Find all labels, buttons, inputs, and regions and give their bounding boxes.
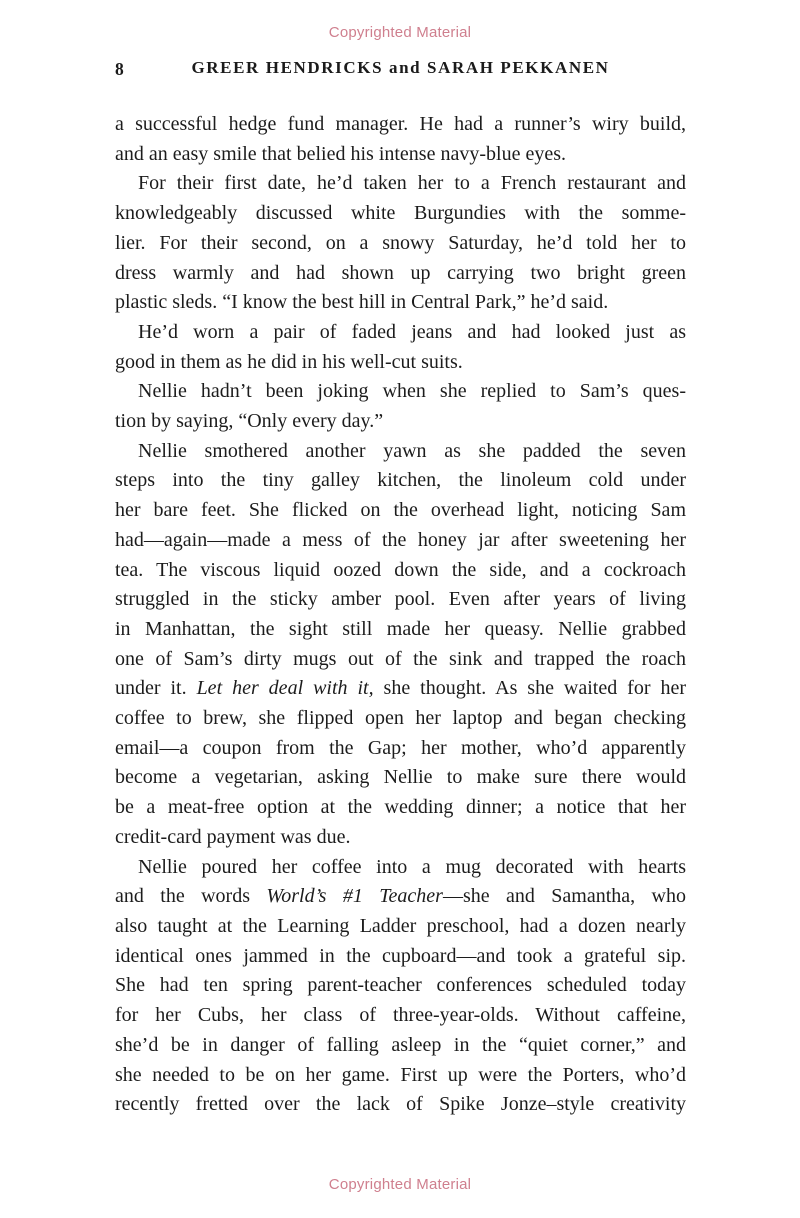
italic-text: Let her deal with it,	[196, 677, 374, 700]
body-line	[115, 259, 686, 289]
text-segment: She had ten spring parent-teacher conferences scheduled today	[115, 974, 686, 997]
body-line	[115, 348, 686, 378]
body-line	[115, 853, 686, 883]
watermark-top: Copyrighted Material	[328, 24, 472, 41]
body-line	[115, 734, 686, 764]
text-segment: good in them as he did in his well-cut suits.	[115, 350, 463, 373]
text-segment: struggled in the sticky amber pool. Even after years of living	[115, 588, 686, 611]
italic-text: World’s #1 Teacher	[266, 885, 443, 908]
body-line	[115, 229, 686, 259]
text-segment: she thought. As she waited for her	[373, 677, 686, 700]
body-line	[115, 882, 686, 912]
body-line	[115, 793, 686, 823]
text-segment: had—again—made a mess of the honey jar after sweetening her	[115, 528, 686, 551]
text-segment: coffee to brew, she flipped open her laptop and began checking	[115, 707, 686, 730]
text-segment: and the words	[115, 885, 267, 908]
text-segment: dress warmly and had shown up carrying two bright green	[115, 261, 686, 284]
text-segment: in Manhattan, the sight still made her queasy. Nellie grabbed	[115, 617, 686, 640]
body-line	[115, 1031, 686, 1061]
body-line	[115, 466, 686, 496]
text-segment: steps into the tiny galley kitchen, the linoleum cold under	[115, 469, 686, 492]
body-line	[115, 407, 686, 437]
body-line	[115, 645, 686, 675]
text-segment: tea. The viscous liquid oozed down the side, and a cockroach	[115, 558, 686, 581]
body-line	[115, 1061, 686, 1091]
body-line	[115, 556, 686, 586]
text-segment: she needed to be on her game. First up were the Porters, who’d	[115, 1063, 686, 1086]
body-line	[115, 140, 686, 170]
text-segment: tion by saying, “Only every day.”	[115, 410, 384, 433]
text-segment: identical ones jammed in the cupboard—and took a grateful sip.	[115, 944, 686, 967]
body-line	[115, 763, 686, 793]
text-segment: email—a coupon from the Gap; her mother, who’d apparently	[115, 736, 686, 759]
text-segment: knowledgeably discussed white Burgundies with the somme-	[115, 202, 686, 225]
text-segment: her bare feet. She flicked on the overhead light, noticing Sam	[115, 499, 686, 522]
body-line	[115, 942, 686, 972]
text-segment: recently fretted over the lack of Spike Jonze–style creativity	[115, 1093, 686, 1116]
body-text	[115, 110, 686, 1120]
body-line	[115, 110, 686, 140]
text-segment: plastic sleds. “I know the best hill in Central Park,” he’d said.	[115, 291, 609, 314]
body-line	[115, 615, 686, 645]
body-line	[115, 1001, 686, 1031]
running-title: GREER HENDRICKS and SARAH PEKKANEN	[191, 58, 610, 77]
text-segment: and an easy smile that belied his intense navy-blue eyes.	[115, 142, 566, 165]
watermark-bottom: Copyrighted Material	[328, 1176, 472, 1193]
text-segment: she’d be in danger of falling asleep in the “quiet corner,” and	[115, 1033, 686, 1056]
body-line	[115, 437, 686, 467]
body-line	[115, 318, 686, 348]
text-segment: Nellie smothered another yawn as she padded the seven	[138, 439, 686, 462]
text-segment: a successful hedge fund manager. He had a runner’s wiry build,	[115, 113, 686, 135]
text-segment: For their first date, he’d taken her to a French restaurant and	[138, 172, 686, 195]
text-segment: He’d worn a pair of faded jeans and had looked just as	[138, 320, 686, 343]
body-line	[115, 496, 686, 526]
body-line	[115, 704, 686, 734]
body-line	[115, 288, 686, 318]
text-segment: lier. For their second, on a snowy Saturday, he’d told her to	[115, 231, 686, 254]
text-segment: also taught at the Learning Ladder preschool, had a dozen nearly	[115, 914, 686, 937]
page-number: 8	[115, 59, 124, 79]
text-segment: one of Sam’s dirty mugs out of the sink and trapped the roach	[115, 647, 686, 670]
body-line	[115, 169, 686, 199]
text-segment: for her Cubs, her class of three-year-olds. Without caffeine,	[115, 1004, 686, 1027]
text-segment: be a meat-free option at the wedding dinner; a notice that her	[115, 796, 686, 819]
body-line	[115, 912, 686, 942]
text-segment: credit-card payment was due.	[115, 825, 351, 848]
body-line	[115, 585, 686, 615]
body-line	[115, 674, 686, 704]
body-line	[115, 526, 686, 556]
text-segment: become a vegetarian, asking Nellie to make sure there would	[115, 766, 686, 789]
text-segment: under it.	[115, 677, 197, 700]
body-line	[115, 971, 686, 1001]
text-segment: Nellie hadn’t been joking when she replied to Sam’s ques-	[138, 380, 686, 403]
body-line	[115, 1090, 686, 1120]
page-header	[115, 58, 686, 84]
text-segment: Nellie poured her coffee into a mug decorated with hearts	[138, 855, 686, 878]
body-line	[115, 199, 686, 229]
body-line	[115, 823, 686, 853]
body-line	[115, 377, 686, 407]
text-segment: —she and Samantha, who	[442, 885, 686, 908]
